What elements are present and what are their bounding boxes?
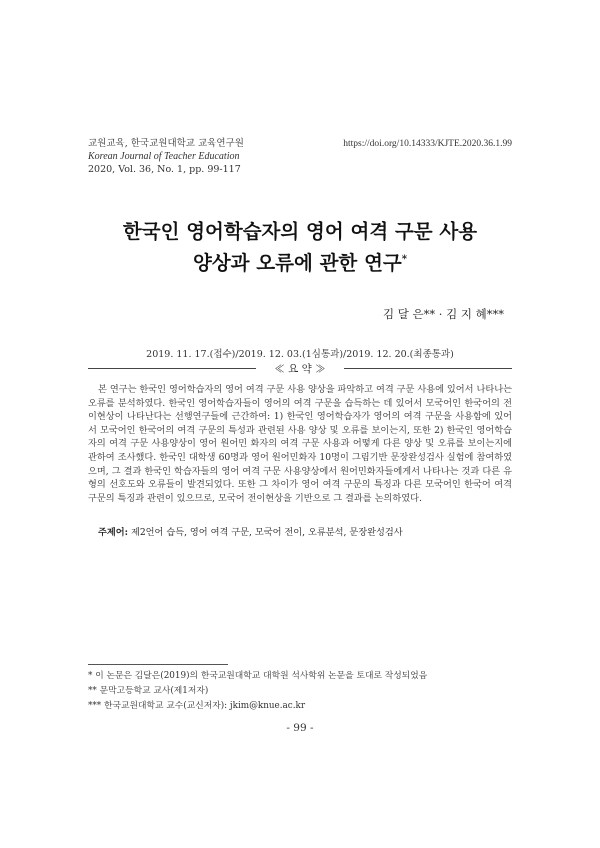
keywords-label: 주제어: [98,527,129,538]
journal-header [88,137,244,176]
footnote-3: *** 한국교원대학교 교수(교신저자): jkim@knue.ac.kr [88,701,306,711]
submission-dates: 2019. 11. 17.(접수)/2019. 12. 03.(1심통과)/2019. 12. 20.(최종통과) [146,349,454,360]
abstract-heading [88,361,512,375]
title-line-2-text: 양상과 오류에 관한 연구 [193,251,402,275]
journal-name-korean: 교원교육, 한국교원대학교 교육연구원 [88,138,244,149]
keywords-list: 제2언어 습득, 영어 여격 구문, 모국어 전이, 오류분석, 문장완성검사 [130,527,403,538]
authors: 김 달 은** · 김 지 혜*** [383,307,504,321]
paper-title [0,218,600,278]
page-number: - 99 - [286,722,314,734]
title-line-2 [0,246,600,278]
footnote-1: * 이 논문은 김달은(2019)의 한국교원대학교 대학원 석사학위 논문을 토대로 작성되었음 [88,671,428,681]
journal-name-english: Korean Journal of Teacher Education [88,151,240,162]
abstract-heading-label: ≪ 요 약 ≫ [270,363,329,375]
volume-info: 2020, Vol. 36, No. 1, pp. 99-117 [88,164,241,175]
doi-link[interactable]: https://doi.org/10.14333/KJTE.2020.36.1.99 [343,139,512,149]
keywords [98,524,403,538]
footnote-2: ** 문막고등학교 교사(제1저자) [88,686,209,696]
title-line-1: 한국인 영어학습자의 영어 여격 구문 사용 [122,220,478,243]
abstract-text: 본 연구는 한국인 영어학습자의 영어 여격 구문 사용 양상을 파악하고 여격 구문 사용에 있어서 나타나는 오류를 분석하였다. 한국인 영어학습자들이 영어의 여격 구문을 습득하는 데 있어서 모국어인 한국어의 전이현상이 나타난다는 선행연구들에 근간하여: 1) 한국인 영어학습자가 영어의 여격 구문을 사용함에 있어서 모국어인 한국어의 여격 구문의 특성과 관련된 사용 양상 및 오류를 보이는지, 또한 2) 한국인 영어학습자의 여격 구문 사용양상이 영어 원어민 화자의 여격 구문 사용과 어떻게 다른 양상 및 오류를 보이는지에 관하여 조사했다. 한국인 대학생 60명과 영어 원어민화자 10명이 그림기반 문장완성검사 실험에 참여하였으며, 그 결과 한국인 학습자들의 영어 여격 구문 사용양상에서 원어민화자들에게서 나타나는 것과 다른 유형의 선호도와 오류들이 발견되었다. 또한 그 차이가 영어 여격 구문의 특징과 다른 모국어인 한국어 여격 구문의 특징과 관련이 있으므로, 모국어 전이현상을 기반으로 그 결과를 논의하였다. [88,384,512,504]
title-footnote-mark: * [401,254,407,265]
footnote-divider [88,664,228,665]
